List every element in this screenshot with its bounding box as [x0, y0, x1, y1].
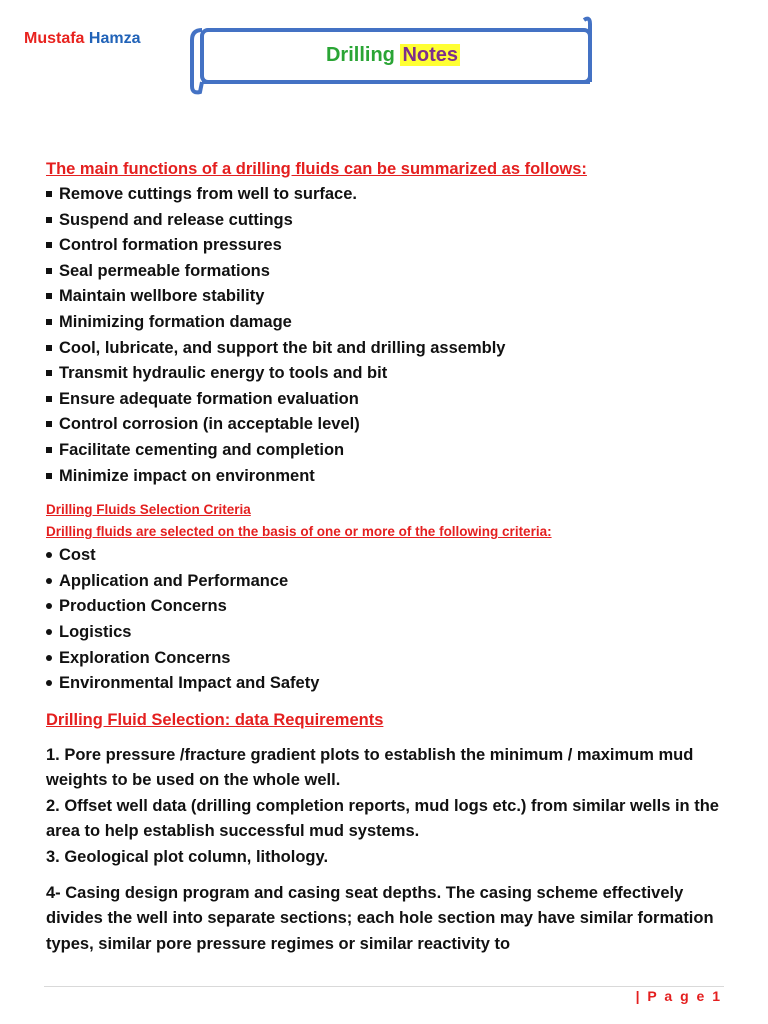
function-item: [46, 412, 736, 438]
bullet-icon: [46, 242, 52, 248]
criterion-item: [46, 543, 736, 569]
page-number: | P a g e 1: [635, 988, 722, 1004]
function-item: [46, 387, 736, 413]
function-item: [46, 208, 736, 234]
bullet-icon: [46, 370, 52, 376]
criterion-text: Exploration Concerns: [59, 648, 231, 667]
function-text: Minimize impact on environment: [59, 466, 315, 485]
criterion-item: [46, 620, 736, 646]
requirement-item-2: 2. Offset well data (drilling completion reports, mud logs etc.) from similar wells in the area to help establish successful mud systems.: [46, 796, 719, 841]
criterion-item: [46, 671, 736, 697]
bullet-icon: [46, 447, 52, 453]
function-text: Minimizing formation damage: [59, 312, 292, 331]
bullet-icon: [46, 319, 52, 325]
functions-heading: The main functions of a drilling fluids can be summarized as follows:: [46, 160, 587, 178]
function-text: Control formation pressures: [59, 236, 282, 255]
criterion-text: Production Concerns: [59, 597, 227, 616]
function-text: Seal permeable formations: [59, 261, 270, 280]
function-text: Maintain wellbore stability: [59, 287, 265, 306]
function-text: Cool, lubricate, and support the bit and drilling assembly: [59, 338, 506, 357]
bullet-icon: [46, 578, 52, 584]
function-text: Ensure adequate formation evaluation: [59, 389, 359, 408]
title-banner: [188, 12, 598, 98]
bullet-icon: [46, 396, 52, 402]
criterion-text: Application and Performance: [59, 571, 289, 590]
bullet-icon: [46, 293, 52, 299]
document-body: [46, 156, 736, 957]
function-item: [46, 336, 736, 362]
functions-list: [46, 182, 736, 489]
bullet-icon: [46, 680, 52, 686]
criterion-text: Cost: [59, 546, 96, 565]
requirements-list: [46, 743, 736, 958]
footer-divider: [44, 986, 724, 987]
bullet-icon: [46, 629, 52, 635]
bullet-icon: [46, 603, 52, 609]
author-first-name: Mustafa: [24, 30, 85, 47]
bullet-icon: [46, 421, 52, 427]
function-text: Control corrosion (in acceptable level): [59, 415, 360, 434]
function-text: Suspend and release cuttings: [59, 210, 293, 229]
criterion-text: Environmental Impact and Safety: [59, 674, 320, 693]
function-text: Transmit hydraulic energy to tools and bit: [59, 364, 388, 383]
function-item: [46, 233, 736, 259]
bullet-icon: [46, 473, 52, 479]
function-item: [46, 438, 736, 464]
bullet-icon: [46, 268, 52, 274]
function-item: [46, 259, 736, 285]
bullet-icon: [46, 217, 52, 223]
author-last-name: Hamza: [88, 30, 141, 47]
criterion-item: [46, 569, 736, 595]
criterion-item: [46, 594, 736, 620]
requirement-item-4: 4- Casing design program and casing seat depths. The casing scheme effectively divides the well into separate sections; each hole section may have similar formation types, similar pore pressure regimes or similar reactivity to: [46, 883, 714, 953]
bullet-icon: [46, 191, 52, 197]
function-item: [46, 464, 736, 490]
function-item: [46, 310, 736, 336]
function-item: [46, 182, 736, 208]
requirement-item-1: 1. Pore pressure /fracture gradient plots to establish the minimum / maximum mud weights to be used on the whole well.: [46, 745, 694, 790]
requirement-item-3: 3. Geological plot column, lithology.: [46, 848, 329, 867]
selection-criteria-heading: Drilling Fluids Selection Criteria: [46, 502, 251, 518]
criterion-item: [46, 646, 736, 672]
title-word-notes: Notes: [402, 44, 459, 66]
author-name: [24, 30, 140, 48]
function-text: Remove cuttings from well to surface.: [59, 185, 357, 203]
criteria-list: [46, 543, 736, 697]
page-title: [188, 44, 598, 67]
bullet-icon: [46, 552, 52, 558]
function-text: Facilitate cementing and completion: [59, 440, 345, 459]
function-item: [46, 284, 736, 310]
bullet-icon: [46, 345, 52, 351]
criterion-text: Logistics: [59, 622, 132, 641]
function-item: [46, 361, 736, 387]
title-word-drilling: Drilling: [325, 44, 395, 66]
selection-criteria-subheading: Drilling fluids are selected on the basis of one or more of the following criteria:: [46, 524, 552, 540]
bullet-icon: [46, 655, 52, 661]
data-requirements-heading: Drilling Fluid Selection: data Requirements: [46, 710, 384, 729]
